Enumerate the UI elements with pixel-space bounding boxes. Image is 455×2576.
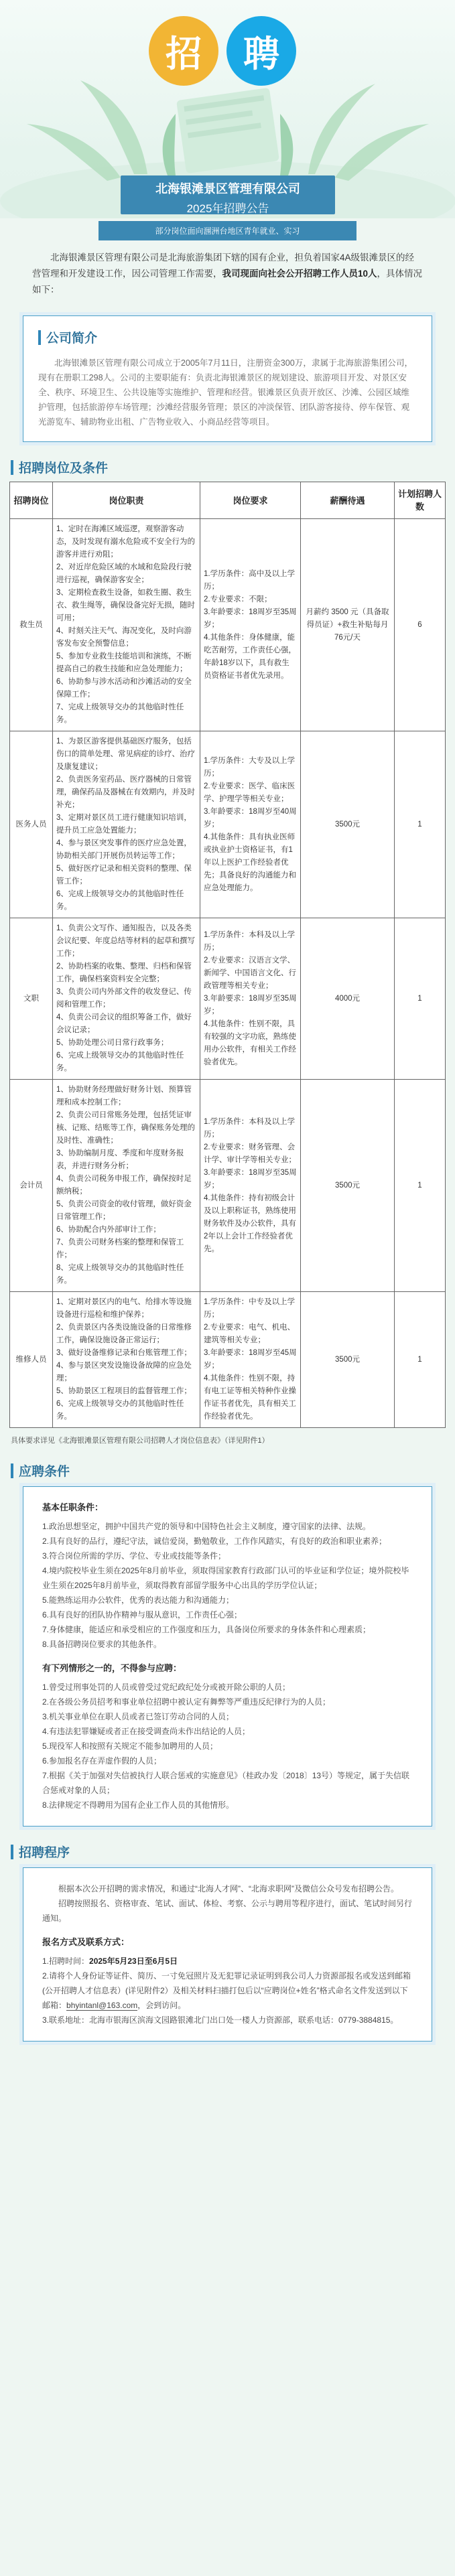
header-count: 计划招聘人数 <box>395 482 446 519</box>
duty-item: 2、负责景区内各类设施设备的日常维修工作，确保设施设备正常运行； <box>56 1323 192 1344</box>
requirement-item: 1.学历条件：高中及以上学历； <box>204 569 296 591</box>
duty-item: 3、定期检查救生设备，如救生圈、救生衣、救生绳等，确保设备完好无损，随时可用； <box>56 589 195 622</box>
conditions-section-header <box>11 1461 444 1480</box>
exclude-condition-item: 7.根据《关于加强对失信被执行人联合惩戒的实施意见》（桂政办发〔2018〕13号）等规定，属于失信联合惩戒对象的人员； <box>42 1771 410 1795</box>
duty-item: 2、协助档案的收集、整理、归档和保管工作，确保档案资料安全完整； <box>56 962 192 983</box>
basic-condition-item: 6.具有良好的团队协作精神与服从意识，工作责任心强； <box>42 1610 243 1620</box>
conditions-section-title: 应聘条件 <box>19 1465 70 1479</box>
basic-condition-item: 2.具有良好的品行，遵纪守法，诚信爱岗，勤勉敬业，工作作风踏实，有良好的政治和职业素养； <box>42 1536 387 1546</box>
section-bar-icon <box>11 460 13 475</box>
exclude-condition-item: 4.有违法犯罪嫌疑或者正在接受调查尚未作出结论的人员； <box>42 1727 251 1736</box>
apply-instructions <box>42 1969 413 2013</box>
hero-banner <box>0 0 455 218</box>
job-count: 1 <box>395 918 446 1080</box>
exclude-conditions-title: 有下列情形之一的，不得参与应聘： <box>42 1663 182 1673</box>
duty-item: 5、参加专业救生技能培训和演练，不断提高自己的救生技能和应急处理能力； <box>56 652 192 673</box>
basic-conditions-list <box>42 1519 413 1652</box>
table-body <box>10 519 446 1428</box>
basic-conditions-title: 基本任职条件： <box>42 1502 104 1512</box>
requirement-item: 2.专业要求：汉语言文学、新闻学、中国语言文化、行政管理等相关专业； <box>204 956 296 990</box>
recruit-date-label: 1.招聘时间： <box>42 1956 90 1966</box>
duty-item: 4、参与景区突发事件的医疗应急处置，协助相关部门开展伤员转运等工作； <box>56 839 192 860</box>
basic-condition-item: 5.能熟练运用办公软件，优秀的表达能力和沟通能力； <box>42 1595 235 1605</box>
duty-item: 5、做好医疗记录和相关资料的整理、保管工作； <box>56 865 192 885</box>
job-salary: 3500元 <box>301 1080 395 1292</box>
company-intro-card <box>23 315 432 442</box>
table-row <box>10 731 446 918</box>
section-bar-icon <box>38 330 41 345</box>
duty-item: 2、对近岸危险区域的水域和危险段行驶进行巡视，确保游客安全； <box>56 563 192 584</box>
table-note: 具体要求详见《北海银滩景区管理有限公司招聘人才岗位信息表》（详见附件1） <box>11 1437 269 1445</box>
job-duties <box>53 1080 200 1292</box>
requirement-item: 3.年龄要求：18周岁至35周岁； <box>204 994 297 1015</box>
job-requirements <box>200 1292 301 1428</box>
job-position: 医务人员 <box>10 731 53 918</box>
duty-item: 5、负责公司资金的收付管理，做好资金日常管理工作； <box>56 1200 192 1221</box>
intro-paragraph <box>32 250 423 298</box>
requirement-item: 2.专业要求：医学、临床医学、护理学等相关专业； <box>204 782 296 803</box>
company-intro-body: 北海银滩景区管理有限公司成立于2005年7月11日，注册资金300万，隶属于北海旅游集团公司，现有在册职工298人。公司的主要职能有：负责北海银滩景区的规划建设、旅游项目开发、对景区安全、秩序、环境卫生、公共设施等实施维护、管理和经营。银滩景区负责开放区、沙滩、公园区域维护管理，包括旅游停车场管理；沙滩经营服务管理；景区的冲淡保管、团队游客接待、停车保管、观光游览车、辅助物业出租、广告物业收入、小商品经营等项目。 <box>38 358 413 427</box>
intro-text: 北海银滩景区管理有限公司是北海旅游集团下辖的国有企业，担负着国家4A级银滩景区的经营管理和开发建设工作，因公司管理工作需要， <box>32 253 415 279</box>
table-row <box>10 519 446 731</box>
duty-item: 3、负责公司内外部文件的收发登记、传阅和管理工作； <box>56 988 192 1009</box>
header-requirements: 岗位要求 <box>200 482 301 519</box>
job-salary: 3500元 <box>301 1292 395 1428</box>
job-duties <box>53 519 200 731</box>
contact-address: 3.联系地址：北海市银海区滨海文园路银滩北门出口处一楼人力资源部，联系电话：0779-3884815。 <box>42 2015 399 2025</box>
jobs-section-title: 招聘岗位及条件 <box>19 461 109 476</box>
requirement-item: 3.年龄要求：18周岁至35周岁； <box>204 607 297 629</box>
job-count: 1 <box>395 731 446 918</box>
duty-item: 7、完成上级领导交办的其他临时性任务。 <box>56 703 184 724</box>
requirement-item: 2.专业要求：电气、机电、建筑等相关专业； <box>204 1323 296 1344</box>
apply-text: 2.请将个人身份证等证件、简历、一寸免冠照片及无犯罪记录证明到我公司人力资源部报名或发送到邮箱(公开招聘人才信息表）(详见附件2）及相关材料扫描打包后以“应聘岗位+姓名”格式命名文件发送到以下邮箱： <box>42 1971 411 2010</box>
exclude-condition-item: 6.参加报名存在弄虚作假的人员； <box>42 1756 162 1766</box>
table-row <box>10 918 446 1080</box>
job-salary: 3500元 <box>301 731 395 918</box>
duty-item: 3、定期对景区员工进行健康知识培训，提升员工应急处置能力； <box>56 814 192 835</box>
duty-item: 8、完成上级领导交办的其他临时性任务。 <box>56 1264 184 1285</box>
header-char-1: 招 <box>149 16 218 86</box>
email-link[interactable]: bhyintanl@163.com <box>66 2001 138 2010</box>
duty-item: 2、负责公司日常账务处理，包括凭证审核、记账、结账等工作，确保账务处理的及时性、准确性； <box>56 1111 195 1145</box>
table-row <box>10 1292 446 1428</box>
job-duties <box>53 1292 200 1428</box>
exclude-condition-item: 8.法律规定不得聘用为国有企业工作人员的其他情形。 <box>42 1800 235 1810</box>
recruit-date-line <box>42 1954 413 1969</box>
intro-tail: ，具体情况如下： <box>32 269 423 295</box>
section-bar-icon <box>11 1845 13 1859</box>
duty-item: 4、负责公司税务申报工作，确保按时足额纳税； <box>56 1175 192 1196</box>
duty-item: 4、参与景区突发设施设备故障的应急处理； <box>56 1362 192 1382</box>
exclude-condition-item: 1.曾受过刑事处罚的人员或曾受过党纪政纪处分或被开除公职的人员； <box>42 1683 291 1692</box>
duty-item: 6、完成上级领导交办的其他临时性任务。 <box>56 1052 184 1072</box>
requirement-item: 1.学历条件：大专及以上学历； <box>204 756 296 778</box>
duty-item: 1、定期对景区内的电气、给排水等设施设备进行巡检和维护保养； <box>56 1298 192 1319</box>
job-requirements <box>200 918 301 1080</box>
exclude-condition-item: 5.现役军人和按照有关规定不能参加聘用的人员； <box>42 1741 218 1751</box>
requirement-item: 4.其他条件：身体健康，能吃苦耐劳，工作责任心强，年龄18岁以下，具有救生员资格证书者优先录用。 <box>204 633 296 680</box>
duty-item: 7、负责公司财务档案的整理和保管工作； <box>56 1238 184 1259</box>
header-salary: 薪酬待遇 <box>301 482 395 519</box>
header-char-2: 聘 <box>226 16 296 86</box>
card-header <box>38 328 417 346</box>
duty-item: 6、协助参与涉水活动和沙滩活动的安全保障工作； <box>56 678 192 699</box>
procedure-section-title: 招聘程序 <box>19 1846 70 1860</box>
requirement-item: 1.学历条件：本科及以上学历； <box>204 1117 296 1139</box>
conditions-panel <box>23 1486 432 1827</box>
procedure-section-header <box>11 1843 444 1861</box>
requirement-item: 3.年龄要求：18周岁至45周岁； <box>204 1349 297 1370</box>
job-count: 6 <box>395 519 446 731</box>
job-position: 文职 <box>10 918 53 1080</box>
table-header-row <box>10 482 446 519</box>
requirement-item: 4.其他条件：性别不限，具有较强的文字功底，熟练使用办公软件，有相关工作经验者优先。 <box>204 1019 296 1066</box>
job-count: 1 <box>395 1080 446 1292</box>
announcement-year-title: 2025年招聘公告 <box>186 202 269 215</box>
requirement-item: 4.其他条件：性别不限，持有电工证等相关特种作业操作证书者优先，具有相关工作经验者优先。 <box>204 1374 296 1421</box>
job-salary: 4000元 <box>301 918 395 1080</box>
duty-item: 3、协助编制月度、季度和年度财务报表，并进行财务分析； <box>56 1149 184 1170</box>
company-intro-title: 公司简介 <box>46 332 98 346</box>
jobs-table <box>9 482 446 1428</box>
requirement-item: 4.其他条件：持有初级会计及以上职称证书，熟练使用财务软件及办公软件，具有2年以上会计工作经验者优先。 <box>204 1194 296 1253</box>
job-salary: 月薪约 3500 元（具备取得员证）+救生补贴每月76元/天 <box>301 519 395 731</box>
requirement-item: 2.专业要求：财务管理、会计学、审计学等相关专业； <box>204 1143 296 1164</box>
subtitle-banner: 部分岗位面向涠洲台地区青年就业、实习 <box>99 221 356 240</box>
basic-condition-item: 7.身体健康，能适应和承受相应的工作强度和压力，具备岗位所要求的身体条件和心理素质； <box>42 1625 371 1634</box>
duty-item: 4、负责公司会议的组织筹备工作，做好会议记录； <box>56 1013 192 1034</box>
recruit-date-value: 2025年5月23日至6月5日 <box>89 1956 178 1966</box>
table-row <box>10 1080 446 1292</box>
job-requirements <box>200 731 301 918</box>
job-count: 1 <box>395 1292 446 1428</box>
duty-item: 1、为景区游客提供基础医疗服务，包括伤口的简单处理、常见病症的诊疗、治疗及康复建议； <box>56 737 195 771</box>
duty-item: 1、协助财务经理做好财务计划、预算管理和成本控制工作； <box>56 1086 192 1106</box>
procedure-panel <box>23 1867 432 2042</box>
duty-item: 1、负责公文写作、通知报告，以及各类会议纪要、年度总结等材料的起草和撰写工作； <box>56 924 195 958</box>
requirement-item: 3.年龄要求：18周岁至35周岁； <box>204 1168 297 1190</box>
exclude-condition-item: 3.机关事业单位在职人员或者已签订劳动合同的人员； <box>42 1712 235 1721</box>
basic-condition-item: 8.具备招聘岗位要求的其他条件。 <box>42 1640 162 1649</box>
title-box <box>121 175 335 214</box>
basic-condition-item: 4.境内院校毕业生须在2025年8月前毕业，须取得国家教育行政部门认可的毕业证和学位证；境外院校毕业生须在2025年8月前毕业，须取得教育部留学服务中心出具的学历学位认证； <box>42 1566 409 1590</box>
duty-item: 6、协助配合内外部审计工作； <box>56 1226 161 1234</box>
duty-item: 2、负责医务室药品、医疗器械的日常管理，确保药品及器械在有效期内，并及时补充； <box>56 776 195 809</box>
duty-item: 5、协助处理公司日常行政事务； <box>56 1039 169 1047</box>
exclude-condition-item: 2.在各级公务员招考和事业单位招聘中被认定有舞弊等严重违反纪律行为的人员； <box>42 1697 331 1707</box>
company-title: 北海银滩景区管理有限公司 <box>155 182 300 196</box>
duty-item: 6、完成上级领导交办的其他临时性任务。 <box>56 890 184 911</box>
duty-item: 5、协助景区工程项目的监督管理工作； <box>56 1387 192 1395</box>
job-position: 会计员 <box>10 1080 53 1292</box>
duty-item: 1、定时在海滩区域巡逻，观察游客动态，及时发现有溺水危险或不安全行为的游客并进行劝阻； <box>56 525 195 559</box>
duty-item: 3、做好设备维修记录和台账管理工作； <box>56 1349 192 1357</box>
job-requirements <box>200 1080 301 1292</box>
procedure-body-2: 招聘按照报名、资格审查、笔试、面试、体检、考察、公示与聘用等程序进行，面试、笔试时间另行通知。 <box>42 1899 413 1923</box>
exclude-conditions-list <box>42 1680 413 1812</box>
duty-item: 6、完成上级领导交办的其他临时性任务。 <box>56 1400 184 1421</box>
job-requirements <box>200 519 301 731</box>
header-duties: 岗位职责 <box>53 482 200 519</box>
procedure-body: 根据本次公开招聘的需求情况，和通过“北海人才网”、“北海求职网”及微信公众号发布招聘公告。 <box>58 1884 399 1893</box>
job-duties <box>53 918 200 1080</box>
requirement-item: 3.年龄要求：18周岁至40周岁； <box>204 807 297 829</box>
requirement-item: 4.其他条件：具有执业医师或执业护士资格证书，有1年以上医护工作经验者优先；具备良好的沟通能力和应急处理能力。 <box>204 833 296 892</box>
basic-condition-item: 1.政治思想坚定，拥护中国共产党的领导和中国特色社会主义制度，遵守国家的法律、法规。 <box>42 1522 371 1531</box>
intro-highlight: 我司现面向社会公开招聘工作人员10人 <box>222 269 377 279</box>
section-bar-icon <box>11 1463 13 1478</box>
basic-condition-item: 3.符合岗位所需的学历、学位、专业或技能等条件； <box>42 1551 226 1561</box>
job-position: 维修人员 <box>10 1292 53 1428</box>
requirement-item: 1.学历条件：中专及以上学历； <box>204 1298 296 1319</box>
duty-item: 4、时刻关注天气、海况变化，及时向游客发布安全预警信息； <box>56 627 192 648</box>
job-position: 救生员 <box>10 519 53 731</box>
contact-title: 报名方式及联系方式： <box>42 1937 130 1947</box>
jobs-section-header <box>11 458 444 476</box>
requirement-item: 2.专业要求：不限； <box>204 595 272 603</box>
apply-tail: ，会到访问。 <box>137 2001 186 2010</box>
header-position: 招聘岗位 <box>10 482 53 519</box>
requirement-item: 1.学历条件：本科及以上学历； <box>204 930 296 952</box>
job-duties <box>53 731 200 918</box>
